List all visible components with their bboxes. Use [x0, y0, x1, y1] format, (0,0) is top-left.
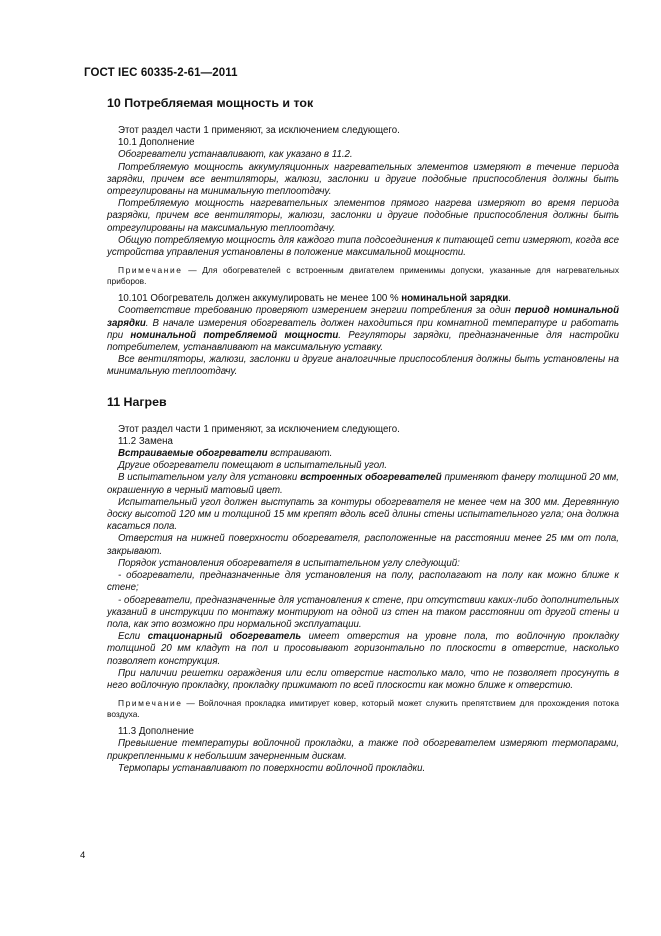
note-text: — Для обогревателей с встроенным двигателем применимы допуски, указанные для нагревательных приборов. [107, 265, 620, 287]
defined-term: Встраиваемые обогреватели [118, 448, 268, 460]
paragraph: Порядок установления обогревателя в испытательном углу следующий: [118, 557, 460, 569]
text-run: имеет отверстия на уровне пола, то войлочную прокладку толщиной 20 мм кладут на пол и просовывают горизонтально по плоскости в отверстие, насколько позволяет конструкция. [107, 631, 620, 667]
note-text: — Войлочная прокладка имитирует ковер, который может служить препятствием для прохождения потока воздуха. [107, 698, 619, 720]
list-item: - обогреватели, предназначенные для установления на полу, располагают на полу как можно ближе к стене; [107, 570, 619, 594]
paragraph: Термопары устанавливают по поверхности войлочной прокладки. [118, 762, 426, 774]
paragraph: Испытательный угол должен выступать за контуры обогревателя не менее чем на 300 мм. Деревянную доску высотой 120 мм и толщиной 15 мм крепят вдоль всей длины стены испытательного угла; она должна касаться пола. [107, 496, 619, 533]
note-label: Примечание [118, 698, 183, 709]
page-content [107, 90, 619, 775]
paragraph: Потребляемую мощность нагревательных элементов прямого нагрева измеряют во время периода разрядки, причем все вентиляторы, жалюзи, заслонки и другие подобные приспособления должны быть отрегулированы на максимальную теплоотдачу. [107, 198, 619, 234]
clause-text: . [508, 293, 511, 305]
subsection-10-1: 10.1 Дополнение [118, 137, 195, 149]
text-run: Соответствие требованию проверяют измерением энергии потребления за один [118, 305, 515, 317]
section-10-title: 10 Потребляемая мощность и ток [107, 96, 314, 110]
section-11-intro: Этот раздел части 1 применяют, за исключением следующего. [118, 423, 400, 435]
paragraph [107, 631, 619, 668]
defined-term: период номинальной зарядки [107, 305, 620, 329]
paragraph: Превышение температуры войлочной прокладки, а также под обогревателем измеряют термопарами, прикрепленными к небольшим зачерненным дискам. [107, 738, 619, 762]
text-run: . Регуляторы зарядки, предназначенные для настройки потребителем, устанавливают на максимальную уставку. [107, 329, 619, 354]
list-item: - обогреватели, предназначенные для установления к стене, при отсутствии каких-либо дополнительных указаний в инструкции по монтажу монтируют на одной из стен на таком расстоянии от другой стены и пола, как это возможно при нормальной эксплуатации. [107, 594, 619, 630]
subsection-11-2: 11.2 Замена [118, 435, 173, 447]
text-run: . В начале измерения обогреватель должен находиться при комнатной температуре и работать при [107, 317, 619, 341]
defined-term: номинальной зарядки [401, 293, 509, 305]
paragraph [107, 472, 619, 496]
paragraph: Обогреватели устанавливают, как указано в 11.2. [118, 149, 353, 161]
defined-term: встроенных обогревателей [300, 472, 442, 484]
text-run: Если [118, 631, 148, 643]
text-run: В испытательном углу для установки [118, 472, 301, 484]
defined-term: стационарный обогреватель [147, 631, 302, 643]
page-number: 4 [80, 850, 86, 861]
note [107, 265, 619, 287]
section-10-intro: Этот раздел части 1 применяют, за исключением следующего. [118, 125, 400, 136]
text-run: встраивают. [267, 448, 333, 460]
paragraph: Отверстия на нижней поверхности обогревателя, расположенные на расстоянии менее 25 мм от пола, закрывают. [107, 533, 619, 557]
paragraph [107, 448, 619, 460]
paragraph: При наличии решетки ограждения или если отверстие настолько мало, что не позволяет просунуть в него войлочную прокладку, прокладку прижимают по всей плоскости как можно ближе к отверстию. [107, 667, 619, 691]
note-label: Примечание [118, 265, 183, 276]
subsection-11-3: 11.3 Дополнение [118, 726, 194, 738]
paragraph [107, 305, 619, 354]
paragraph: Другие обогреватели помещают в испытательный угол. [118, 460, 388, 472]
text-run: применяют фанеру толщиной 20 мм, окрашенную в черный матовый цвет. [107, 472, 619, 496]
clause-text: 10.101 Обогреватель должен аккумулировать не менее 100 % [118, 293, 402, 305]
paragraph: Потребляемую мощность аккумуляционных нагревательных элементов измеряют в течение периода зарядки, причем все вентиляторы, жалюзи, заслонки и другие подобные приспособления должны быть отрегулированы на минимальную теплоотдачу. [107, 161, 619, 198]
document-code-header: ГОСТ IEC 60335-2-61—2011 [84, 67, 238, 79]
clause-10-101 [107, 293, 619, 305]
paragraph: Общую потребляемую мощность для каждого типа подсоединения к питающей сети измеряют, когда все устройства управления установлены в положение максимальной мощности. [107, 234, 619, 259]
defined-term: номинальной потребляемой мощности [130, 329, 339, 341]
paragraph: Все вентиляторы, жалюзи, заслонки и другие аналогичные приспособления должны быть установлены на минимальную теплоотдачу. [107, 354, 619, 378]
note [107, 698, 619, 720]
section-11-title: 11 Нагрев [107, 394, 167, 409]
